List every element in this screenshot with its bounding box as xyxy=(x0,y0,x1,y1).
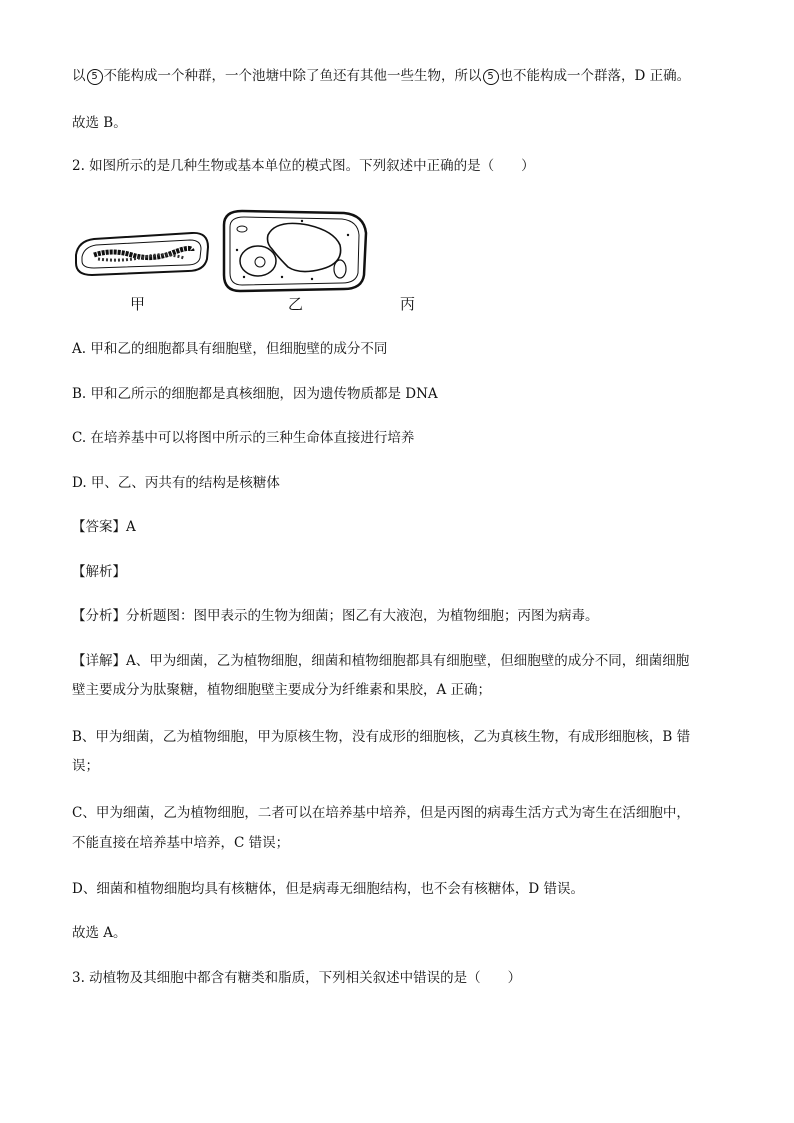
option-d: D. 甲、乙、丙共有的结构是核糖体 xyxy=(72,475,280,491)
bacterium-diagram xyxy=(76,233,208,275)
intro-line xyxy=(72,66,722,86)
d-line-1: D、细菌和植物细胞均具有核糖体，但是病毒无细胞结构，也不会有核糖体，D 错误。 xyxy=(72,881,584,897)
prev-answer: 故选 B。 xyxy=(72,115,127,131)
b-line-1: B、甲为细菌，乙为植物细胞，甲为原核生物，没有成形的细胞核，乙为真核生物，有成形细胞核，B 错 xyxy=(72,729,691,745)
jiexi-heading: 【解析】 xyxy=(72,564,126,580)
xiangjie-line-2: 壁主要成分为肽聚糖，植物细胞壁主要成分为纤维素和果胶，A 正确； xyxy=(72,682,492,698)
text: 不能构成一个种群，一个池塘中除了鱼还有其他一些生物，所以 xyxy=(103,68,482,84)
circled-number: 5 xyxy=(483,69,499,85)
label-jia: 甲 xyxy=(130,295,146,313)
plant-cell-diagram xyxy=(224,211,366,291)
label-bing: 丙 xyxy=(400,295,416,313)
fenxi: 【分析】分析题图：图甲表示的生物为细菌；图乙有大液泡，为植物细胞；丙图为病毒。 xyxy=(72,608,599,624)
q3-stem: 3. 动植物及其细胞中都含有糖类和脂质，下列相关叙述中错误的是（ ） xyxy=(72,970,522,986)
option-b: B. 甲和乙所示的细胞都是真核细胞，因为遗传物质都是 DNA xyxy=(72,386,438,402)
q2-stem: 2. 如图所示的是几种生物或基本单位的模式图。下列叙述中正确的是（ ） xyxy=(72,158,535,174)
xiangjie-line-1: 【详解】A、甲为细菌，乙为植物细胞，细菌和植物细胞都具有细胞壁，但细胞壁的成分不同，细菌细胞 xyxy=(72,653,690,669)
q2-figure xyxy=(72,205,416,315)
final-answer: 故选 A。 xyxy=(72,925,127,941)
circled-number: 5 xyxy=(87,69,103,85)
c-line-2: 不能直接在培养基中培养，C 错误； xyxy=(72,835,290,851)
text: 以 xyxy=(72,68,86,84)
option-a: A. 甲和乙的细胞都具有细胞壁，但细胞壁的成分不同 xyxy=(72,341,388,357)
option-c: C. 在培养基中可以将图中所示的三种生命体直接进行培养 xyxy=(72,430,415,446)
label-yi: 乙 xyxy=(288,295,304,313)
b-line-2: 误； xyxy=(72,758,99,774)
text: 也不能构成一个群落，D 正确。 xyxy=(499,68,691,84)
c-line-1: C、甲为细菌，乙为植物细胞，二者可以在培养基中培养，但是丙图的病毒生活方式为寄生在活细胞中， xyxy=(72,805,690,821)
answer: 【答案】A xyxy=(72,519,136,535)
cell-diagrams xyxy=(72,205,372,315)
